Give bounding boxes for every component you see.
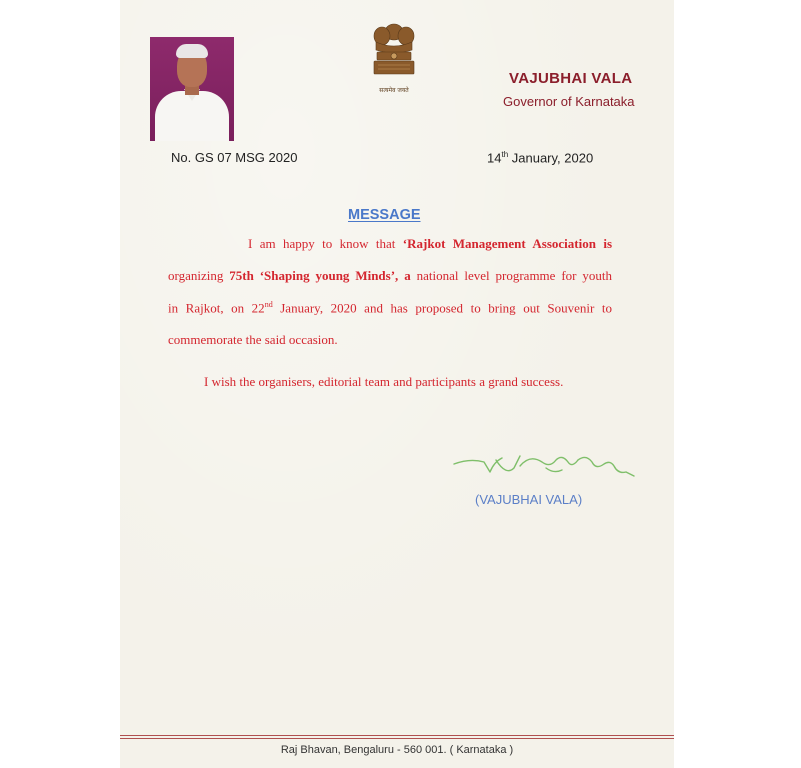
letter-page [120,0,674,768]
governor-photo [150,37,234,141]
letter-date: 14th January, 2020 [487,150,594,166]
footer-divider [120,738,674,739]
signatory-name: (VAJUBHAI VALA) [475,492,583,507]
handwritten-signature [450,446,638,492]
message-paragraph-2: I wish the organisers, editorial team and participants a grand success. [204,374,564,389]
national-emblem-icon [368,20,420,78]
message-line-4: commemorate the said occasion. [168,332,338,347]
footer-divider [120,735,674,736]
emblem-motto: सत्यमेव जयते [379,87,409,94]
message-line-2: organizing 75th ‘Shaping young Minds’, a national level programme for youth [168,268,612,283]
message-line-3: in Rajkot, on 22nd January, 2020 and has proposed to bring out Souvenir to [168,300,613,316]
message-line-1: I am happy to know that ‘Rajkot Management Association is [248,236,612,251]
message-heading: MESSAGE [348,207,421,223]
governor-title: Governor of Karnataka [503,94,635,109]
reference-number: No. GS 07 MSG 2020 [171,150,298,165]
governor-name: VAJUBHAI VALA [509,70,633,87]
footer-address: Raj Bhavan, Bengaluru - 560 001. ( Karnataka ) [280,744,514,756]
